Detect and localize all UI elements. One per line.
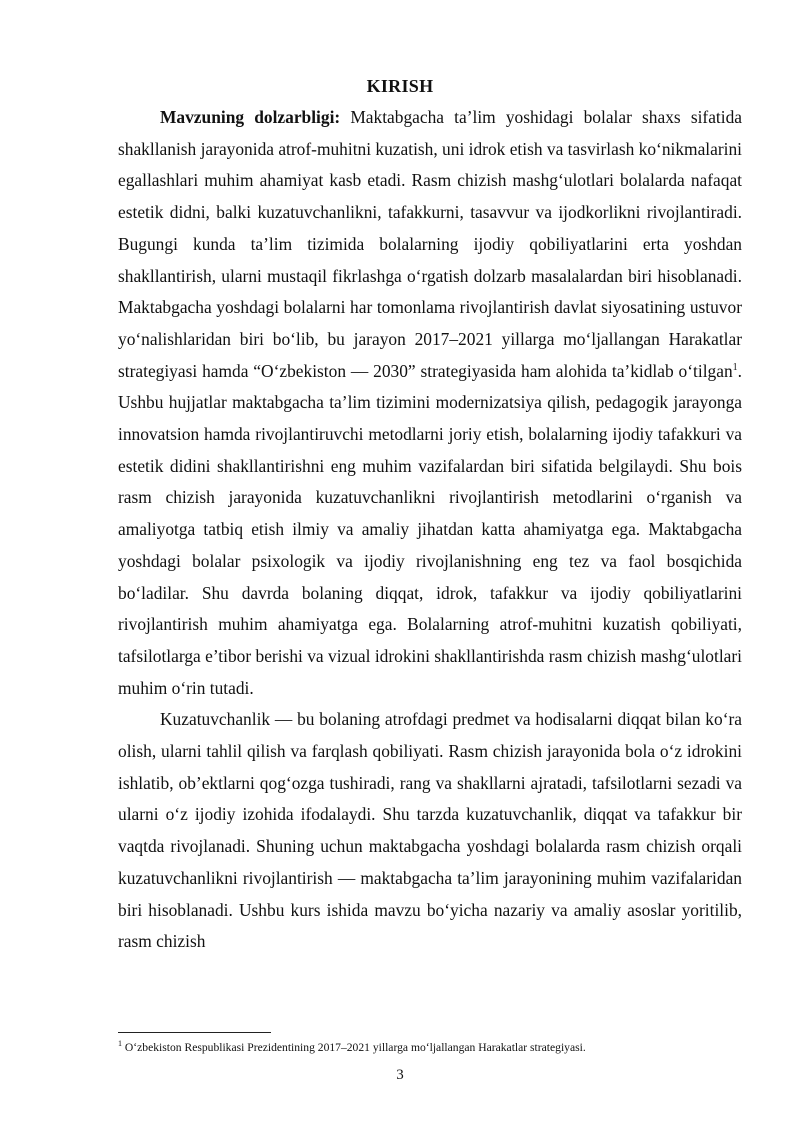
footnote: [118, 1040, 742, 1055]
section-title: KIRISH: [366, 76, 434, 96]
footnote-reference[interactable]: 1: [732, 361, 738, 373]
footnote-text: O‘zbekiston Respublikasi Prezidentining 2017–2021 yillarga mo‘ljallangan Harakatlar strategiyasi.: [122, 1041, 586, 1054]
paragraph-text: Maktabgacha ta’lim yoshidagi bolalar shaxs sifatida shakllanish jarayonida atrof-muhitni kuzatish, uni idrok etish va tasvirlash ko‘nikmalarini egallashlari muhim ahamiyat kasb etadi. Rasm chizish mashg‘ulotlari bolalarda nafaqat estetik didni, balki kuzatuvchanlikni, tafakkurni, tasavvur va ijodkorlikni rivojlantiradi. Bugungi kunda ta’lim tizimida bolalarning ijodiy qobiliyatlarini erta yoshdan shakllantirish, ularni mustaqil fikrlashga o‘rgatish dolzarb masalalardan biri hisoblanadi. Maktabgacha yoshdagi bolalarni har tomonlama rivojlantirish davlat siyosatining ustuvor yo‘nalishlaridan biri bo‘lib, bu jarayon 2017–2021 yillarga mo‘ljallangan Harakatlar strategiyasi hamda “O‘zbekiston — 2030” strategiyasida ham alohida ta’kidlab o‘tilgan: [118, 107, 742, 381]
footnote-separator: [118, 1032, 271, 1033]
footnote-mark: 1: [118, 1039, 122, 1049]
paragraph-relevance: [118, 102, 742, 704]
paragraph-text-continued: . Ushbu hujjatlar maktabgacha ta’lim tizimini modernizatsiya qilish, pedagogik jarayonga innovatsion hamda rivojlantiruvchi metodlarni joriy etish, bolalarning ijodiy tafakkuri va estetik didini shakllantirishni eng muhim vazifalardan biri sifatida belgilaydi. Shu bois rasm chizish jarayonida kuzatuvchanlikni rivojlantirish metodlarini o‘rganish va amaliyotga tatbiq etish ilmiy va amaliy jihatdan katta ahamiyatga ega. Maktabgacha yoshdagi bolalar psixologik va ijodiy rivojlanishning eng tez va faol bosqichida bo‘ladilar. Shu davrda bolaning diqqat, idrok, tafakkur va ijodiy qobiliyatlarini rivojlantirish muhim ahamiyatga ega. Bolalarning atrof-muhitni kuzatish qobiliyati, tafsilotlarga e’tibor berishi va vizual idrokini shakllantirishda rasm chizish mashg‘ulotlari muhim o‘rin tutadi.: [118, 360, 742, 698]
main-text: [118, 102, 742, 958]
page-number: 3: [396, 1067, 404, 1083]
paragraph-observation: Kuzatuvchanlik — bu bolaning atrofdagi predmet va hodisalarni diqqat bilan ko‘ra olish, ularni tahlil qilish va farqlash qobiliyati. Rasm chizish jarayonida bola o‘z idrokini ishlatib, ob’ektlarni qog‘ozga tushiradi, rang va shakllarni ajratadi, tafsilotlarni sezadi va ularni o‘z ijodiy izohida ifodalaydi. Shu tarzda kuzatuvchanlik, diqqat va tafakkur bir vaqtda rivojlanadi. Shuning uchun maktabgacha yoshdagi bolalarda rasm chizish orqali kuzatuvchanlikni rivojlantirish — maktabgacha ta’lim jarayonining muhim vazifalaridan biri hisoblanadi. Ushbu kurs ishida mavzu bo‘yicha nazariy va amaliy asoslar yoritilib, rasm chizish: [118, 709, 742, 952]
relevance-heading: Mavzuning dolzarbligi:: [160, 107, 341, 127]
